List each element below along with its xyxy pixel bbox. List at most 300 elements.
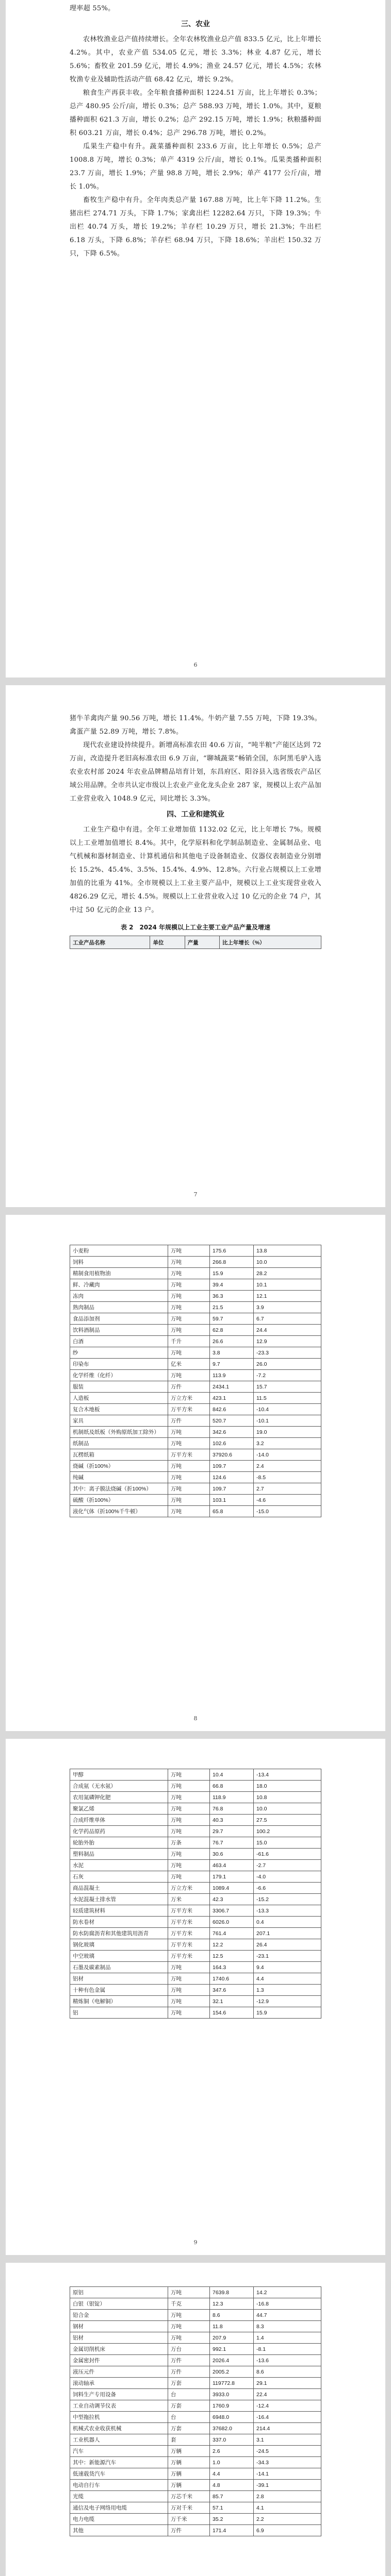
cell-output: 109.7 — [210, 1461, 254, 1472]
cell-unit: 万吨 — [168, 1871, 210, 1883]
cell-growth: 3.1 — [254, 2434, 321, 2446]
table-row — [70, 1279, 321, 1291]
cell-output: 3.8 — [210, 1347, 254, 1359]
cell-growth: 15.7 — [254, 1381, 321, 1393]
table-row — [70, 1849, 321, 1860]
cell-output: 40.3 — [210, 1815, 254, 1826]
cell-output: 347.6 — [210, 1985, 254, 1996]
industrial-products-table — [70, 1245, 321, 1517]
table-row — [70, 1871, 321, 1883]
table-row — [70, 1826, 321, 1837]
cell-unit: 万芯千米 — [168, 2491, 210, 2502]
cell-growth: 214.4 — [254, 2423, 321, 2434]
cell-product: 商品混凝土 — [70, 1883, 168, 1894]
cell-unit: 万立方米 — [168, 1393, 210, 1404]
cell-unit: 万平方米 — [168, 1404, 210, 1415]
cell-unit: 万吨 — [168, 1302, 210, 1313]
cell-product: 熟肉制品 — [70, 1302, 168, 1313]
table-row — [70, 2446, 321, 2457]
cell-unit: 万吨 — [168, 1370, 210, 1381]
cell-unit: 万条 — [168, 1837, 210, 1849]
cell-growth: 1.3 — [254, 1985, 321, 1996]
page-number: 6 — [193, 662, 198, 668]
paragraph: 畜牧生产稳中有升。全年肉类总产量 167.88 万吨，比上年下降 11.2%。生猪出栏 274.71 万头，下降 1.7%；家禽出栏 12282.64 万只，下降 19.3%；牛出栏 40.74 万头，增长 19.2%；羊存栏 10.29 万只，增长 21.3%；牛出栏 6.18 万头，下降 6.8%；羊存栏 68.94 万只，下降 18.6%；羊出栏 150.32 万只，下降 6.5%。 — [70, 196, 321, 258]
cell-product: 铅合金 — [70, 2310, 168, 2321]
cell-product: 纯碱 — [70, 1472, 168, 1483]
table-row — [70, 2287, 321, 2298]
cell-product: 家具 — [70, 1415, 168, 1427]
cell-output: 4.8 — [210, 2480, 254, 2491]
cell-unit: 万辆 — [168, 2446, 210, 2457]
cell-output: 6026.0 — [210, 1917, 254, 1928]
cell-output: 57.1 — [210, 2502, 254, 2514]
cell-growth: 8.6 — [254, 2366, 321, 2378]
cell-unit: 万吨 — [168, 1257, 210, 1268]
cell-output: 2434.1 — [210, 1381, 254, 1393]
cell-growth: -10.1 — [254, 1415, 321, 1427]
cell-output: 6948.0 — [210, 2412, 254, 2423]
cell-growth: -14.0 — [254, 1449, 321, 1461]
cell-growth: 14.2 — [254, 2287, 321, 2298]
table-row — [70, 1894, 321, 1905]
table-row — [70, 1483, 321, 1495]
cell-output: 423.1 — [210, 1393, 254, 1404]
cell-output: 39.4 — [210, 1279, 254, 1291]
cell-unit: 万吨 — [168, 1985, 210, 1996]
paragraph: 粮食生产再获丰收。全年粮食播种面积 1224.51 万亩，比上年增长 0.3%；总产 480.95 公斤/亩，增长 0.3%；总产 588.93 万吨，增长 1.0%。其中，夏粮播种面积 621.3 万亩，增长 0.2%；总产 292.15 万吨，增长 1.9%；秋粮播种面积 603.21 万亩，增长 0.4%；总产 296.78 万吨，增长 0.2%。 — [70, 89, 321, 137]
cell-growth: 26.0 — [254, 1359, 321, 1370]
paragraph: 理率超 55%。 — [70, 5, 115, 12]
cell-growth: 15.9 — [254, 2007, 321, 2019]
cell-output: 842.6 — [210, 1404, 254, 1415]
cell-growth: -12.4 — [254, 2400, 321, 2412]
cell-product: 十种有色金属 — [70, 1985, 168, 1996]
cell-output: 2026.4 — [210, 2355, 254, 2366]
table-row — [70, 1962, 321, 1973]
table-body — [70, 1245, 321, 1517]
table-row — [70, 1860, 321, 1871]
cell-product: 精制食用植物油 — [70, 1268, 168, 1279]
cell-output: 207.9 — [210, 2332, 254, 2344]
cell-unit: 千升 — [168, 1336, 210, 1347]
cell-growth: -23.3 — [254, 1347, 321, 1359]
cell-growth: 22.4 — [254, 2389, 321, 2400]
industrial-products-table — [70, 1769, 321, 2019]
table-row — [70, 2007, 321, 2019]
cell-unit: 万平方米 — [168, 1928, 210, 1939]
cell-unit: 万立方米 — [168, 1883, 210, 1894]
cell-unit: 万吨 — [168, 1973, 210, 1985]
cell-product: 鲜、冷藏肉 — [70, 1279, 168, 1291]
table-row — [70, 1939, 321, 1951]
paragraph: 瓜果生产稳中有升。蔬菜播种面积 233.6 万亩，比上年增长 0.5%；总产 1008.8 万吨，增长 0.3%；单产 4319 公斤/亩，增长 0.1%。瓜果类播种面积 23.7 万亩，增长 1.9%；产量 98.8 万吨，增长 2.9%；单产 4177 公斤/亩，增长 1.0%。 — [70, 143, 321, 191]
cell-unit: 万平方米 — [168, 1939, 210, 1951]
cell-growth: -39.1 — [254, 2480, 321, 2491]
cell-growth: 4.4 — [254, 1973, 321, 1985]
table-row — [70, 2310, 321, 2321]
cell-growth: 24.4 — [254, 1325, 321, 1336]
cell-growth: -15.0 — [254, 1506, 321, 1517]
cell-growth: -13.3 — [254, 1905, 321, 1917]
cell-growth: -13.6 — [254, 2355, 321, 2366]
cell-output: 337.0 — [210, 2434, 254, 2446]
cell-growth: -12.9 — [254, 1996, 321, 2007]
cell-unit: 万套 — [168, 2378, 210, 2389]
cell-product: 原铝 — [70, 2287, 168, 2298]
table-row — [70, 1291, 321, 1302]
cell-growth: 27.5 — [254, 1815, 321, 1826]
cell-product: 聚氯乙烯 — [70, 1803, 168, 1815]
cell-growth: 29.1 — [254, 2378, 321, 2389]
table-row — [70, 1883, 321, 1894]
table-row — [70, 2400, 321, 2412]
cell-growth: -14.1 — [254, 2468, 321, 2480]
cell-growth: -6.6 — [254, 1883, 321, 1894]
cell-unit: 万吨 — [168, 1279, 210, 1291]
cell-unit: 万吨 — [168, 1769, 210, 1781]
cell-unit: 万吨 — [168, 1849, 210, 1860]
table-row — [70, 1506, 321, 1517]
cell-unit: 万台 — [168, 2344, 210, 2355]
cell-output: 21.5 — [210, 1302, 254, 1313]
cell-output: 119772.8 — [210, 2378, 254, 2389]
cell-growth: 3.2 — [254, 1438, 321, 1449]
cell-unit: 万吨 — [168, 1860, 210, 1871]
cell-product: 低速载货汽车 — [70, 2468, 168, 2480]
document-page-1 — [6, 0, 385, 677]
table-row — [70, 2298, 321, 2310]
industrial-products-table — [70, 2286, 321, 2536]
cell-output: 8.6 — [210, 2310, 254, 2321]
cell-product: 小麦粉 — [70, 1245, 168, 1257]
cell-product: 硫酸（折100%） — [70, 1495, 168, 1506]
cell-output: 102.6 — [210, 1438, 254, 1449]
cell-product: 机械式农业收获机械 — [70, 2423, 168, 2434]
cell-product: 白银（银锭） — [70, 2298, 168, 2310]
cell-output: 42.3 — [210, 1894, 254, 1905]
table-row — [70, 2332, 321, 2344]
cell-growth: 9.4 — [254, 1962, 321, 1973]
cell-product: 电动自行车 — [70, 2480, 168, 2491]
cell-unit: 万套 — [168, 2423, 210, 2434]
paragraph: 现代农业建设持续提升。新增高标准农田 40.6 万亩，“吨半粮”产能区达到 72 万亩，改造提升老旧高标准农田 6.9 万亩，“聊城蔬菜”畅销全国，东阿黑毛驴入选农业农村部 2024 年农业品牌精品培育计划，东昌府区、阳谷县入选省级农产品区域公用品牌。全市共认定市级以上农业产业化龙头企业 287 家，规模以上农产品加工业营业收入 1048.9 亿元，同比增长 3.3%。 — [70, 741, 321, 803]
table-row — [70, 1404, 321, 1415]
cell-product: 水泥 — [70, 1860, 168, 1871]
cell-output: 76.7 — [210, 1837, 254, 1849]
table-row — [70, 2423, 321, 2434]
cell-output: 1760.9 — [210, 2400, 254, 2412]
cell-product: 轻质建筑材料 — [70, 1905, 168, 1917]
cell-output: 520.7 — [210, 1415, 254, 1427]
cell-unit: 万平方米 — [168, 1951, 210, 1962]
cell-product: 冻肉 — [70, 1291, 168, 1302]
table-row — [70, 2366, 321, 2378]
table-row — [70, 1472, 321, 1483]
table-row — [70, 1427, 321, 1438]
table-row — [70, 2378, 321, 2389]
cell-output: 9.7 — [210, 1359, 254, 1370]
table-row — [70, 2457, 321, 2468]
cell-product: 防水防腐沥青和其他建筑用沥青 — [70, 1928, 168, 1939]
cell-output: 85.7 — [210, 2491, 254, 2502]
cell-unit: 万件 — [168, 2366, 210, 2378]
cell-unit: 万吨 — [168, 1347, 210, 1359]
cell-growth: 26.4 — [254, 1939, 321, 1951]
cell-product: 塑料制品 — [70, 1849, 168, 1860]
cell-growth: -13.4 — [254, 1769, 321, 1781]
cell-unit: 万件 — [168, 2525, 210, 2536]
table-row — [70, 1415, 321, 1427]
cell-output: 12.5 — [210, 1951, 254, 1962]
cell-product: 光缆 — [70, 2491, 168, 2502]
cell-growth: 28.2 — [254, 1268, 321, 1279]
cell-unit: 万件 — [168, 1415, 210, 1427]
cell-unit: 万吨 — [168, 2332, 210, 2344]
cell-product: 汽车 — [70, 2446, 168, 2457]
cell-output: 29.7 — [210, 1826, 254, 1837]
table-row — [70, 2514, 321, 2525]
cell-product: 中型拖拉机 — [70, 2412, 168, 2423]
cell-output: 4.4 — [210, 2468, 254, 2480]
cell-growth: 12.9 — [254, 1336, 321, 1347]
table-row — [70, 1928, 321, 1939]
table-row — [70, 2355, 321, 2366]
paragraph: 工业生产稳中有进。全年工业增加值 1132.02 亿元，比上年增长 7%。规模以上工业增加值增长 8.4%。其中，化学原料和化学制品制造业、金属制品业、电气机械和器材制造业、计算机通信和其他电子设备制造业、仪器仪表制造业分别增长 15.2%、45.4%、3.5%、15.4%、4.9%、12.8%。六行业占规模以上工业增加值的比重为 41%。全市规模以上工业主要产品中，规模以上工业实现营业收入 4826.29 亿元，增长 4.5%。规模以上工业营业收入过 10 亿元的企业 74 户，其中过 50 亿元的企业 13 户。 — [70, 826, 321, 914]
cell-output: 65.8 — [210, 1506, 254, 1517]
cell-output: 3933.0 — [210, 2389, 254, 2400]
cell-product: 人造板 — [70, 1393, 168, 1404]
cell-product: 其中：离子膜法烧碱（折100%） — [70, 1483, 168, 1495]
cell-product: 精炼铜（电解铜） — [70, 1996, 168, 2007]
cell-unit: 万千米 — [168, 2514, 210, 2525]
cell-unit: 亿米 — [168, 1359, 210, 1370]
cell-output: 118.9 — [210, 1792, 254, 1803]
paragraph: 农林牧渔业总产值持续增长。全年农林牧渔业总产值 833.5 亿元，比上年增长 4.2%。其中，农业产值 534.05 亿元，增长 3.3%；林业 4.87 亿元，增长 5.6%；畜牧业 201.59 亿元，增长 4.9%；渔业 24.57 亿元，增长 4.5%；农林牧渔专业及辅助性活动产值 68.42 亿元，增长 9.2%。 — [70, 36, 321, 83]
table-row — [70, 1302, 321, 1313]
cell-product: 烧碱（折100%） — [70, 1461, 168, 1472]
cell-unit: 台 — [168, 2412, 210, 2423]
cell-output: 109.7 — [210, 1483, 254, 1495]
paragraph: 猪牛羊禽肉产量 90.56 万吨，增长 11.4%。牛奶产量 7.55 万吨，下降 19.3%。禽蛋产量 52.89 万吨，增长 7.8%。 — [70, 715, 321, 736]
table-row — [70, 1803, 321, 1815]
cell-product: 饮料酒制品 — [70, 1325, 168, 1336]
table-row — [70, 1257, 321, 1268]
cell-product: 食品添加剂 — [70, 1313, 168, 1325]
table-row — [70, 2434, 321, 2446]
cell-unit: 万吨 — [168, 2287, 210, 2298]
cell-output: 15.9 — [210, 1268, 254, 1279]
cell-growth: -61.6 — [254, 1849, 321, 1860]
cell-output: 11.8 — [210, 2321, 254, 2332]
cell-product: 白酒 — [70, 1336, 168, 1347]
table-header-row — [70, 936, 321, 949]
cell-product: 液化气体（折100%千牛顿） — [70, 1506, 168, 1517]
cell-unit: 万吨 — [168, 1996, 210, 2007]
cell-growth: -16.4 — [254, 2412, 321, 2423]
cell-unit: 万套 — [168, 2400, 210, 2412]
cell-output: 76.8 — [210, 1803, 254, 1815]
cell-growth: -4.0 — [254, 1871, 321, 1883]
cell-output: 2.6 — [210, 2446, 254, 2457]
table-row — [70, 1325, 321, 1336]
cell-growth: 2.8 — [254, 2491, 321, 2502]
cell-growth: 207.1 — [254, 1928, 321, 1939]
cell-output: 164.3 — [210, 1962, 254, 1973]
table-row — [70, 1973, 321, 1985]
cell-growth: -24.5 — [254, 2446, 321, 2457]
cell-product: 金属密封件 — [70, 2355, 168, 2366]
cell-output: 342.6 — [210, 1427, 254, 1438]
cell-unit: 万吨 — [168, 1815, 210, 1826]
cell-output: 62.8 — [210, 1325, 254, 1336]
table-row — [70, 2321, 321, 2332]
cell-growth: 12.1 — [254, 1291, 321, 1302]
cell-product: 瓦楞纸箱 — [70, 1449, 168, 1461]
cell-unit: 万件 — [168, 1381, 210, 1393]
cell-product: 石墨及碳素制品 — [70, 1962, 168, 1973]
cell-output: 266.8 — [210, 1257, 254, 1268]
cell-growth: 13.8 — [254, 1245, 321, 1257]
table-row — [70, 2468, 321, 2480]
document-page-4 — [6, 1739, 385, 2255]
cell-unit: 万吨 — [168, 1472, 210, 1483]
cell-output: 10.4 — [210, 1769, 254, 1781]
cell-unit: 万吨 — [168, 2007, 210, 2019]
cell-unit: 万平方米 — [168, 1905, 210, 1917]
column-header-growth: 比上年增长（%） — [219, 936, 321, 949]
cell-product: 铝材 — [70, 1973, 168, 1985]
cell-product: 电力电缆 — [70, 2514, 168, 2525]
table-row — [70, 1381, 321, 1393]
cell-product: 中空玻璃 — [70, 1951, 168, 1962]
table-row — [70, 2491, 321, 2502]
table-row — [70, 1951, 321, 1962]
cell-output: 175.6 — [210, 1245, 254, 1257]
section-heading-industry: 四、工业和建筑业 — [167, 810, 224, 819]
cell-output: 1089.4 — [210, 1883, 254, 1894]
cell-unit: 千克 — [168, 2298, 210, 2310]
page-number: 8 — [193, 1715, 198, 1722]
table-row — [70, 1359, 321, 1370]
cell-growth: 0.4 — [254, 1917, 321, 1928]
cell-unit: 万吨 — [168, 1781, 210, 1792]
cell-growth: 2.2 — [254, 2514, 321, 2525]
cell-output: 3306.7 — [210, 1905, 254, 1917]
table-body — [70, 1769, 321, 2019]
cell-unit: 万件 — [168, 2355, 210, 2366]
cell-growth: 100.2 — [254, 1826, 321, 1837]
table-row — [70, 1438, 321, 1449]
cell-product: 机制纸及纸板（外购原纸加工除外） — [70, 1427, 168, 1438]
column-header-output: 产量 — [185, 936, 219, 949]
cell-growth: -8.5 — [254, 1472, 321, 1483]
table-row — [70, 1313, 321, 1325]
table-row — [70, 2525, 321, 2536]
cell-output: 179.1 — [210, 1871, 254, 1883]
cell-unit: 台 — [168, 2389, 210, 2400]
column-header-product: 工业产品名称 — [70, 936, 150, 949]
cell-output: 113.9 — [210, 1370, 254, 1381]
cell-growth: -4.6 — [254, 1495, 321, 1506]
cell-unit: 万吨 — [168, 2310, 210, 2321]
cell-output: 35.2 — [210, 2514, 254, 2525]
cell-growth: 44.7 — [254, 2310, 321, 2321]
table-row — [70, 1449, 321, 1461]
cell-output: 37920.6 — [210, 1449, 254, 1461]
cell-product: 液压元件 — [70, 2366, 168, 2378]
cell-growth: 19.0 — [254, 1427, 321, 1438]
cell-unit: 万平方米 — [168, 1449, 210, 1461]
cell-output: 124.6 — [210, 1472, 254, 1483]
cell-growth: -2.7 — [254, 1860, 321, 1871]
cell-growth: 11.5 — [254, 1393, 321, 1404]
cell-unit: 万吨 — [168, 1826, 210, 1837]
cell-unit: 万吨 — [168, 1506, 210, 1517]
table-row — [70, 1917, 321, 1928]
cell-output: 30.6 — [210, 1849, 254, 1860]
cell-unit: 万辆 — [168, 2480, 210, 2491]
cell-unit: 万吨 — [168, 1962, 210, 1973]
table-row — [70, 1837, 321, 1849]
cell-product: 铝 — [70, 2007, 168, 2019]
table-row — [70, 1996, 321, 2007]
cell-unit: 万吨 — [168, 1495, 210, 1506]
cell-unit: 万吨 — [168, 1313, 210, 1325]
cell-unit: 万平方米 — [168, 1917, 210, 1928]
cell-unit: 套 — [168, 2434, 210, 2446]
cell-growth: 8.3 — [254, 2321, 321, 2332]
cell-unit: 万米 — [168, 1894, 210, 1905]
table-row — [70, 2412, 321, 2423]
cell-product: 工业自动调节仪表 — [70, 2400, 168, 2412]
table-row — [70, 1393, 321, 1404]
document-page-3 — [6, 1215, 385, 1731]
table-row — [70, 1781, 321, 1792]
cell-unit: 万辆 — [168, 2457, 210, 2468]
cell-output: 463.4 — [210, 1860, 254, 1871]
cell-growth: -10.4 — [254, 1404, 321, 1415]
cell-output: 26.6 — [210, 1336, 254, 1347]
cell-growth: -7.2 — [254, 1370, 321, 1381]
cell-output: 59.7 — [210, 1313, 254, 1325]
cell-product: 水泥混凝土排水管 — [70, 1894, 168, 1905]
table-row — [70, 2480, 321, 2491]
table-row — [70, 1245, 321, 1257]
cell-unit: 万吨 — [168, 1427, 210, 1438]
cell-output: 171.4 — [210, 2525, 254, 2536]
cell-unit: 万吨 — [168, 2321, 210, 2332]
cell-product: 化学药品原药 — [70, 1826, 168, 1837]
table-row — [70, 1815, 321, 1826]
cell-unit: 万吨 — [168, 1245, 210, 1257]
cell-product: 通信及电子网络用电缆 — [70, 2502, 168, 2514]
cell-growth: -34.3 — [254, 2457, 321, 2468]
cell-output: 36.3 — [210, 1291, 254, 1302]
cell-product: 钢材 — [70, 2321, 168, 2332]
cell-output: 2005.2 — [210, 2366, 254, 2378]
page-number: 9 — [193, 2239, 198, 2246]
cell-product: 饲料生产专用设备 — [70, 2389, 168, 2400]
cell-growth: 10.0 — [254, 1257, 321, 1268]
cell-output: 992.1 — [210, 2344, 254, 2355]
cell-product: 铝材 — [70, 2332, 168, 2344]
table-row — [70, 1461, 321, 1472]
cell-product: 滚动轴承 — [70, 2378, 168, 2389]
cell-unit: 万吨 — [168, 1438, 210, 1449]
table-body — [70, 2287, 321, 2536]
cell-growth: 3.9 — [254, 1302, 321, 1313]
cell-product: 复合木地板 — [70, 1404, 168, 1415]
